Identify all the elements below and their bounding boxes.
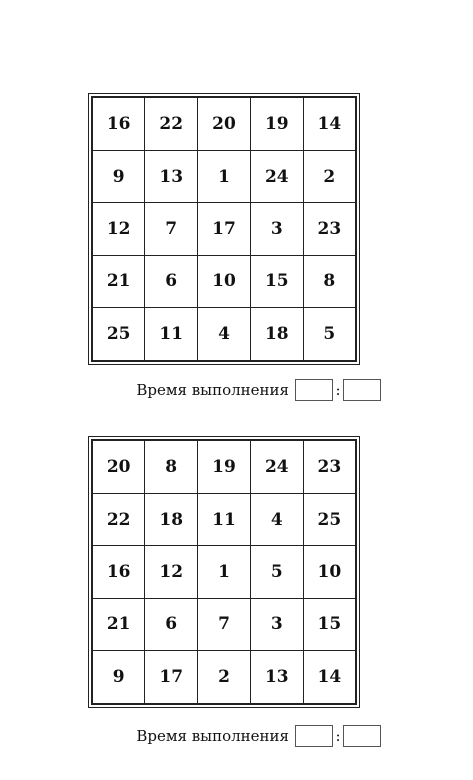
grid-cell[interactable]: 12 — [145, 546, 198, 598]
grid-row — [92, 650, 356, 704]
grid-cell[interactable]: 7 — [145, 203, 198, 255]
grid-cell[interactable]: 6 — [145, 598, 198, 650]
time-separator: : — [335, 727, 341, 745]
completion-time-1 — [136, 378, 381, 402]
grid-cell[interactable]: 16 — [92, 97, 145, 151]
grid-cell[interactable]: 23 — [303, 440, 356, 494]
grid-cell[interactable]: 3 — [250, 203, 303, 255]
grid-cell[interactable]: 6 — [145, 255, 198, 307]
grid-cell[interactable]: 16 — [92, 546, 145, 598]
grid-row — [92, 97, 356, 151]
grid-cell[interactable]: 4 — [198, 307, 251, 361]
grid-cell[interactable]: 11 — [145, 307, 198, 361]
grid-row — [92, 546, 356, 598]
seconds-field[interactable] — [343, 379, 381, 401]
minutes-field[interactable] — [295, 725, 333, 747]
grid-cell[interactable]: 18 — [250, 307, 303, 361]
grid-cell[interactable]: 1 — [198, 151, 251, 203]
grid-cell[interactable]: 4 — [250, 494, 303, 546]
grid-row — [92, 598, 356, 650]
grid-cell[interactable]: 11 — [198, 494, 251, 546]
minutes-field[interactable] — [295, 379, 333, 401]
grid-row — [92, 203, 356, 255]
grid-cell[interactable]: 8 — [145, 440, 198, 494]
grid-cell[interactable]: 23 — [303, 203, 356, 255]
time-separator: : — [335, 381, 341, 399]
grid-cell[interactable]: 13 — [250, 650, 303, 704]
grid-cell[interactable]: 2 — [198, 650, 251, 704]
grid-cell[interactable]: 9 — [92, 151, 145, 203]
completion-time-label: Время выполнения — [136, 381, 289, 399]
grid-row — [92, 151, 356, 203]
grid-cell[interactable]: 10 — [303, 546, 356, 598]
grid-cell[interactable]: 8 — [303, 255, 356, 307]
grid-cell[interactable]: 5 — [250, 546, 303, 598]
grid-cell[interactable]: 7 — [198, 598, 251, 650]
grid-cell[interactable]: 24 — [250, 440, 303, 494]
grid-cell[interactable]: 14 — [303, 650, 356, 704]
grid-cell[interactable]: 10 — [198, 255, 251, 307]
grid-cell[interactable]: 1 — [198, 546, 251, 598]
grid-cell[interactable]: 25 — [92, 307, 145, 361]
schulte-table-1 — [88, 93, 360, 365]
grid-cell[interactable]: 21 — [92, 255, 145, 307]
grid-cell[interactable]: 15 — [250, 255, 303, 307]
grid-cell[interactable]: 5 — [303, 307, 356, 361]
grid-cell[interactable]: 22 — [145, 97, 198, 151]
grid-cell[interactable]: 20 — [198, 97, 251, 151]
completion-time-2 — [136, 724, 381, 748]
number-grid-2 — [91, 439, 357, 705]
grid-row — [92, 255, 356, 307]
grid-cell[interactable]: 19 — [250, 97, 303, 151]
seconds-field[interactable] — [343, 725, 381, 747]
grid-cell[interactable]: 12 — [92, 203, 145, 255]
schulte-table-2 — [88, 436, 360, 708]
grid-cell[interactable]: 9 — [92, 650, 145, 704]
completion-time-label: Время выполнения — [136, 727, 289, 745]
grid-cell[interactable]: 3 — [250, 598, 303, 650]
grid-cell[interactable]: 18 — [145, 494, 198, 546]
grid-cell[interactable]: 25 — [303, 494, 356, 546]
grid-cell[interactable]: 19 — [198, 440, 251, 494]
grid-cell[interactable]: 14 — [303, 97, 356, 151]
grid-cell[interactable]: 21 — [92, 598, 145, 650]
grid-row — [92, 494, 356, 546]
grid-cell[interactable]: 15 — [303, 598, 356, 650]
grid-cell[interactable]: 2 — [303, 151, 356, 203]
grid-cell[interactable]: 17 — [198, 203, 251, 255]
grid-row — [92, 307, 356, 361]
grid-cell[interactable]: 20 — [92, 440, 145, 494]
grid-cell[interactable]: 17 — [145, 650, 198, 704]
grid-cell[interactable]: 22 — [92, 494, 145, 546]
number-grid-1 — [91, 96, 357, 362]
grid-row — [92, 440, 356, 494]
grid-cell[interactable]: 13 — [145, 151, 198, 203]
grid-cell[interactable]: 24 — [250, 151, 303, 203]
